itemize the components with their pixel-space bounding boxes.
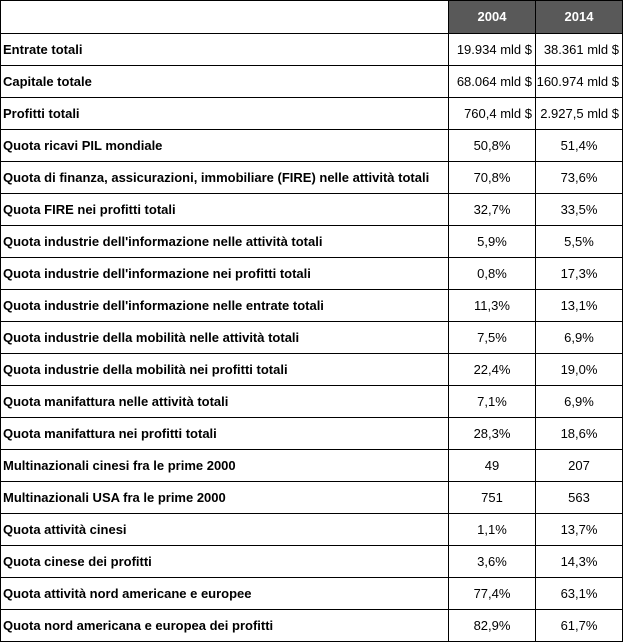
value-2004-cell: 50,8% — [449, 130, 536, 162]
row-label: Quota manifattura nelle attività totali — [1, 386, 449, 418]
value-2014-cell: 18,6% — [536, 418, 623, 450]
header-empty-cell — [1, 1, 449, 34]
row-label: Quota industrie della mobilità nelle attività totali — [1, 322, 449, 354]
value-2014-cell: 160.974 mld $ — [536, 66, 623, 98]
value-2004-cell: 22,4% — [449, 354, 536, 386]
row-label: Quota industrie dell'informazione nelle attività totali — [1, 226, 449, 258]
value-2014-cell: 13,7% — [536, 514, 623, 546]
table-row — [1, 194, 623, 226]
value-2014-cell: 2.927,5 mld $ — [536, 98, 623, 130]
header-row — [1, 1, 623, 34]
value-2004-cell: 7,1% — [449, 386, 536, 418]
row-label: Quota attività cinesi — [1, 514, 449, 546]
table-row — [1, 354, 623, 386]
header-year-2004: 2004 — [449, 1, 536, 34]
value-2004-cell: 5,9% — [449, 226, 536, 258]
row-label: Quota attività nord americane e europee — [1, 578, 449, 610]
value-2004-cell: 1,1% — [449, 514, 536, 546]
value-2004-cell: 3,6% — [449, 546, 536, 578]
row-label: Quota ricavi PIL mondiale — [1, 130, 449, 162]
table-header — [1, 1, 623, 34]
value-2014-cell: 61,7% — [536, 610, 623, 642]
table-row — [1, 514, 623, 546]
value-2004-cell: 82,9% — [449, 610, 536, 642]
table-row — [1, 290, 623, 322]
table-row — [1, 386, 623, 418]
value-2004-cell: 0,8% — [449, 258, 536, 290]
value-2004-cell: 28,3% — [449, 418, 536, 450]
row-label: Quota industrie della mobilità nei profitti totali — [1, 354, 449, 386]
value-2014-cell: 6,9% — [536, 322, 623, 354]
row-label: Quota FIRE nei profitti totali — [1, 194, 449, 226]
value-2004-cell: 760,4 mld $ — [449, 98, 536, 130]
row-label: Multinazionali cinesi fra le prime 2000 — [1, 450, 449, 482]
table-row — [1, 482, 623, 514]
row-label: Capitale totale — [1, 66, 449, 98]
value-2004-cell: 77,4% — [449, 578, 536, 610]
table-row — [1, 162, 623, 194]
row-label: Quota di finanza, assicurazioni, immobiliare (FIRE) nelle attività totali — [1, 162, 449, 194]
value-2014-cell: 51,4% — [536, 130, 623, 162]
table-row — [1, 226, 623, 258]
table-row — [1, 258, 623, 290]
table-row — [1, 322, 623, 354]
value-2014-cell: 63,1% — [536, 578, 623, 610]
row-label: Profitti totali — [1, 98, 449, 130]
value-2004-cell: 49 — [449, 450, 536, 482]
value-2004-cell: 751 — [449, 482, 536, 514]
value-2014-cell: 33,5% — [536, 194, 623, 226]
value-2014-cell: 17,3% — [536, 258, 623, 290]
row-label: Quota cinese dei profitti — [1, 546, 449, 578]
value-2014-cell: 207 — [536, 450, 623, 482]
table-row — [1, 98, 623, 130]
row-label: Quota industrie dell'informazione nei profitti totali — [1, 258, 449, 290]
table-row — [1, 130, 623, 162]
row-label: Quota nord americana e europea dei profitti — [1, 610, 449, 642]
value-2014-cell: 14,3% — [536, 546, 623, 578]
table-row — [1, 610, 623, 642]
value-2014-cell: 19,0% — [536, 354, 623, 386]
value-2004-cell: 32,7% — [449, 194, 536, 226]
table-body — [1, 34, 623, 642]
value-2014-cell: 73,6% — [536, 162, 623, 194]
row-label: Entrate totali — [1, 34, 449, 66]
value-2004-cell: 7,5% — [449, 322, 536, 354]
table-row — [1, 578, 623, 610]
value-2004-cell: 68.064 mld $ — [449, 66, 536, 98]
value-2014-cell: 38.361 mld $ — [536, 34, 623, 66]
value-2014-cell: 13,1% — [536, 290, 623, 322]
value-2004-cell: 70,8% — [449, 162, 536, 194]
value-2014-cell: 563 — [536, 482, 623, 514]
value-2014-cell: 6,9% — [536, 386, 623, 418]
table-row — [1, 418, 623, 450]
table-row — [1, 66, 623, 98]
header-year-2014: 2014 — [536, 1, 623, 34]
table-row — [1, 450, 623, 482]
row-label: Quota industrie dell'informazione nelle entrate totali — [1, 290, 449, 322]
table-row — [1, 546, 623, 578]
value-2004-cell: 11,3% — [449, 290, 536, 322]
value-2004-cell: 19.934 mld $ — [449, 34, 536, 66]
row-label: Multinazionali USA fra le prime 2000 — [1, 482, 449, 514]
row-label: Quota manifattura nei profitti totali — [1, 418, 449, 450]
value-2014-cell: 5,5% — [536, 226, 623, 258]
table-row — [1, 34, 623, 66]
